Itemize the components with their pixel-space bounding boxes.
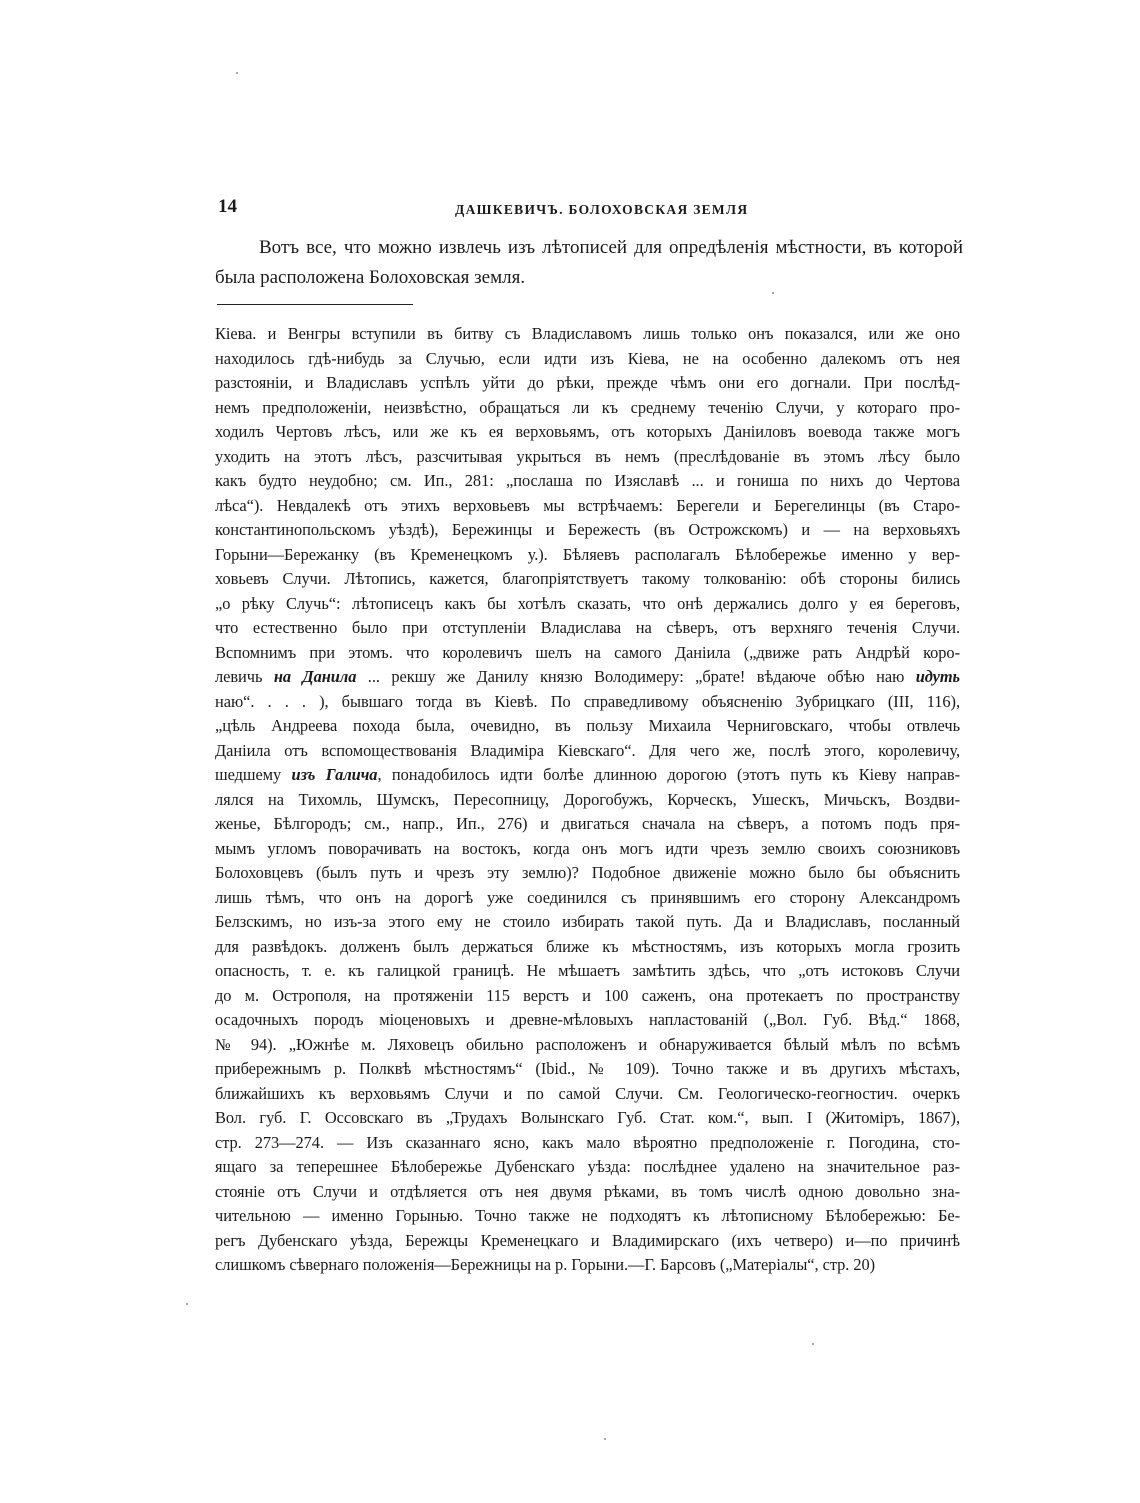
footnote-line: прибережнымъ р. Полквѣ мѣстностямъ“ (Ibid., № 109). Точно также и въ другихъ мѣстахъ, — [215, 1059, 960, 1078]
footnote-line: мымъ угломъ поворачивать на востокъ, когда онъ могъ идти чрезъ землю своихъ союзниковъ — [215, 838, 960, 858]
footnote-line: опасность, т. е. къ галицкой границѣ. Не мѣшаетъ замѣтить здѣсь, что „отъ истоковъ Случи — [215, 961, 960, 980]
footnote-line: разстояніи, и Владиславъ успѣлъ уйти до рѣки, прежде чѣмъ они его догнали. При послѣд- — [215, 373, 960, 392]
intro-paragraph: Вотъ все, что можно извлечь изъ лѣтописей для опредѣленія мѣстности, въ которой была расположена Болоховская земля. — [215, 237, 963, 288]
scan-speck — [812, 1343, 814, 1345]
footnote-line: наю“. . . . ), бывшаго тогда въ Кіевѣ. По справедливому объясненію Зубрицкаго (III, 116), — [215, 691, 960, 711]
footnote-line: до м. Острополя, на протяженіи 115 верстъ и 100 саженъ, она протекаетъ по пространству — [215, 985, 960, 1005]
footnote-emphasis: идуть — [915, 667, 960, 686]
footnote-line: Горыни—Бережанку (въ Кременецкомъ у.). Бѣляевъ располагалъ Бѣлобережье именно у вер- — [215, 544, 960, 564]
footnote-line: Болоховцевъ (былъ путь и чрезъ эту землю)? Подобное движеніе можно было бы объяснить — [215, 863, 960, 882]
footnote-line: осадочныхъ породъ міоценовыхъ и древне-мѣловыхъ напластованій („Вол. Губ. Вѣд.“ 1868, — [215, 1010, 960, 1029]
footnote-line: Даніила отъ вспомоществованія Владиміра Кіевскаго“. Для чего же, послѣ этого, королевичу, — [215, 740, 960, 760]
footnote-line: женье, Бѣлгородъ; см., напр., Ип., 276) и двигаться сначала на сѣверъ, а потомъ подъ пря- — [215, 814, 960, 833]
scan-speck — [236, 72, 238, 74]
footnote-text: , понадобилось идти болѣе длинною дорогою (этотъ путь къ Кіеву направ- — [377, 765, 960, 784]
footnote-line: стояніе отъ Случи и отдѣляется отъ нея двумя рѣками, въ томъ числѣ одною довольно зна- — [215, 1181, 960, 1201]
footnote-line: Белзскимъ, но изъ-за этого ему не стоило избирать такой путь. Да и Владиславъ, посланный — [215, 912, 960, 931]
footnote-line: чительною — именно Горынью. Точно также не подходятъ къ лѣтописному Бѣлобережью: Бе- — [215, 1206, 960, 1225]
footnote-line: ближайшихъ къ верховьямъ Случи и по самой Случи. См. Геологическо-геогностич. очеркъ — [215, 1083, 960, 1103]
footnote-line — [215, 763, 960, 788]
footnote-line: Кіева. и Венгры вступили въ битву съ Владиславомъ лишь только онъ показался, или же оно — [215, 324, 960, 343]
footnote-line: слишкомъ сѣвернаго положенія—Бережницы на р. Горыни.—Г. Барсовъ („Матеріалы“, стр. 20) — [215, 1255, 876, 1274]
footnote-line: лѣса“). Невдалекѣ отъ этихъ верховьевъ мы встрѣчаемъ: Берегели и Берегелинцы (въ Старо- — [215, 495, 960, 515]
footnote-line: регъ Дубенскаго уѣзда, Бережцы Кременецкаго и Владимирскаго (ихъ четверо) и—по причинѣ — [215, 1230, 960, 1250]
footnote-line: „цѣль Андреева похода была, очевидно, въ пользу Михаила Черниговскаго, чтобы отвлечь — [215, 716, 960, 735]
page-number: 14 — [218, 196, 237, 217]
footnote-line: лишь тѣмъ, что онъ на дорогѣ уже соединился съ принявшимъ его сторону Александромъ — [215, 887, 960, 907]
footnote-line: стр. 273—274. — Изъ сказаннаго ясно, какъ мало вѣроятно предположеніе г. Погодина, сто- — [215, 1132, 960, 1152]
footnote-text: шедшему — [215, 765, 292, 784]
footnote-line: ходилъ Чертовъ лѣсъ, или же къ ея верховьямъ, отъ которыхъ Даніиловъ воевода также могъ — [215, 422, 960, 441]
running-head: ДАШКЕВИЧЪ. БОЛОХОВСКАЯ ЗЕМЛЯ — [455, 202, 749, 217]
footnote-line: „о рѣку Случь“: лѣтописецъ какъ бы хотѣлъ сказать, что онѣ держались долго у ея береговъ, — [215, 593, 960, 613]
footnote-line: Вспомнимъ при этомъ. что королевичъ шелъ на самого Даніила („движе рать Андрѣй коро- — [215, 642, 960, 662]
footnote-line: уходить на этотъ лѣсъ, разсчитывая укрыться въ немъ (преслѣдованіе въ этомъ лѣсу было — [215, 446, 960, 466]
scan-speck — [604, 1438, 606, 1440]
footnote-emphasis: на Данила — [273, 667, 357, 686]
footnote-text: левичь — [215, 667, 274, 686]
footnote-text: ... рекшу же Данилу князю Володимеру: „брате! вѣдаюче обѣю наю — [356, 667, 916, 686]
footnote-line: для развѣдокъ. долженъ былъ держаться ближе къ мѣстностямъ, изъ которыхъ могла грозить — [215, 936, 960, 956]
scan-speck — [772, 292, 774, 294]
footnote — [215, 322, 960, 1278]
footnote-line: немъ предположеніи, неизвѣстно, обращаться ли къ среднему теченію Случи, у котораго про- — [215, 397, 960, 417]
footnote-line: Вол. губ. Г. Оссовскаго въ „Трудахъ Волынскаго Губ. Стат. ком.“, вып. I (Житоміръ, 1867), — [215, 1108, 960, 1127]
footnote-line: что естественно было при отступленіи Владислава на сѣверъ, отъ верхняго теченія Случи. — [215, 618, 960, 637]
footnote-line: какъ будто неудобно; см. Ип., 281: „послаша по Изяславѣ ... и гониша по нихъ до Чертова — [215, 471, 960, 490]
footnote-rule — [217, 304, 413, 305]
footnote-line: ховьевъ Случи. Лѣтопись, кажется, благопріятствуетъ такому толкованію: обѣ стороны бились — [215, 569, 960, 588]
footnote-line: константинопольскомъ уѣздѣ), Бережинцы и Бережесть (въ Острожскомъ) и — на верховьяхъ — [215, 520, 960, 539]
footnote-line — [215, 665, 960, 690]
footnote-line: № 94). „Южнѣе м. Ляховецъ обильно расположенъ и обнаруживается бѣлый мѣлъ по всѣмъ — [215, 1034, 960, 1054]
footnote-line: лялся на Тихомль, Шумскъ, Пересопницу, Дорогобужъ, Корческъ, Ушескъ, Мичьскъ, Воздви- — [215, 789, 960, 809]
footnote-line: находилось гдѣ-нибудь за Случью, если идти изъ Кіева, не на особенно далекомъ отъ нея — [215, 348, 960, 368]
footnote-emphasis: изъ Галича — [291, 765, 378, 784]
scan-speck — [186, 1303, 188, 1305]
footnote-line: ящаго за теперешнее Бѣлобережье Дубенскаго уѣзда: послѣднее удалено на значительное раз- — [215, 1157, 960, 1176]
